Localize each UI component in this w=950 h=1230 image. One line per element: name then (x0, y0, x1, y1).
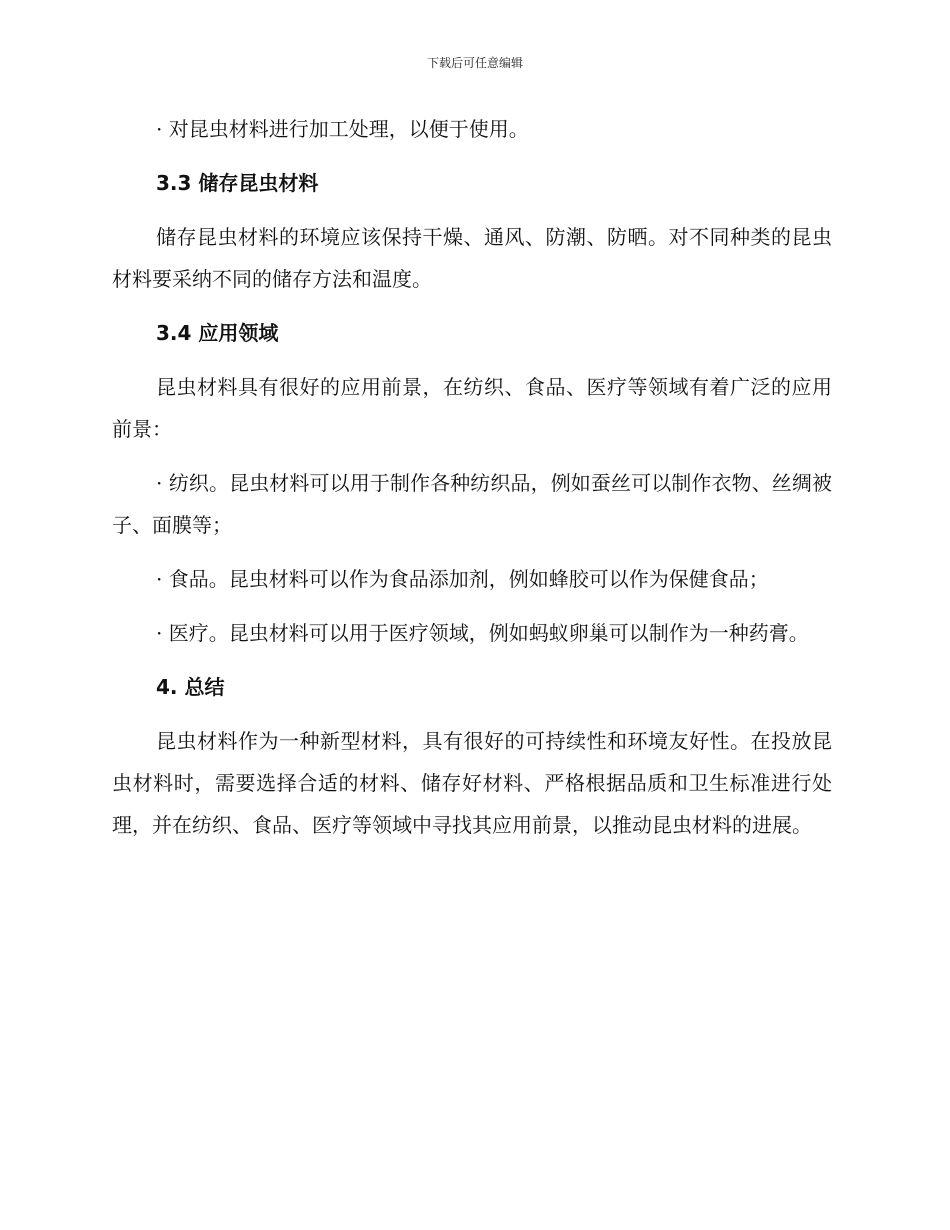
paragraph-storage: 储存昆虫材料的环境应该保持干燥、通风、防潮、防晒。对不同种类的昆虫材料要采纳不同的储存方法和温度。 (112, 225, 832, 291)
bullet-medical: · 医疗。昆虫材料可以用于医疗领域，例如蚂蚁卵巢可以制作为一种药膏。 (156, 621, 809, 645)
bullet-food: · 食品。昆虫材料可以作为食品添加剂，例如蜂胶可以作为保健食品； (156, 567, 769, 591)
page-header: 下载后可任意编辑 (426, 56, 523, 70)
bullet-textile: · 纺织。昆虫材料可以用于制作各种纺织品，例如蚕丝可以制作衣物、丝绸被子、面膜等； (112, 471, 832, 537)
heading-4: 4. 总结 (156, 675, 225, 699)
heading-3-3: 3.3 储存昆虫材料 (156, 171, 319, 195)
paragraph-summary: 昆虫材料作为一种新型材料，具有很好的可持续性和环境友好性。在投放昆虫材料时，需要选择合适的材料、储存好材料、严格根据品质和卫生标准进行处理，并在纺织、食品、医疗等领域中寻找其应用前景，以推动昆虫材料的进展。 (112, 729, 832, 837)
document-body (112, 108, 832, 846)
bullet-process: · 对昆虫材料进行加工处理，以便于使用。 (156, 117, 529, 141)
heading-3-4: 3.4 应用领域 (156, 321, 279, 345)
paragraph-application: 昆虫材料具有很好的应用前景，在纺织、食品、医疗等领域有着广泛的应用前景： (112, 375, 832, 441)
